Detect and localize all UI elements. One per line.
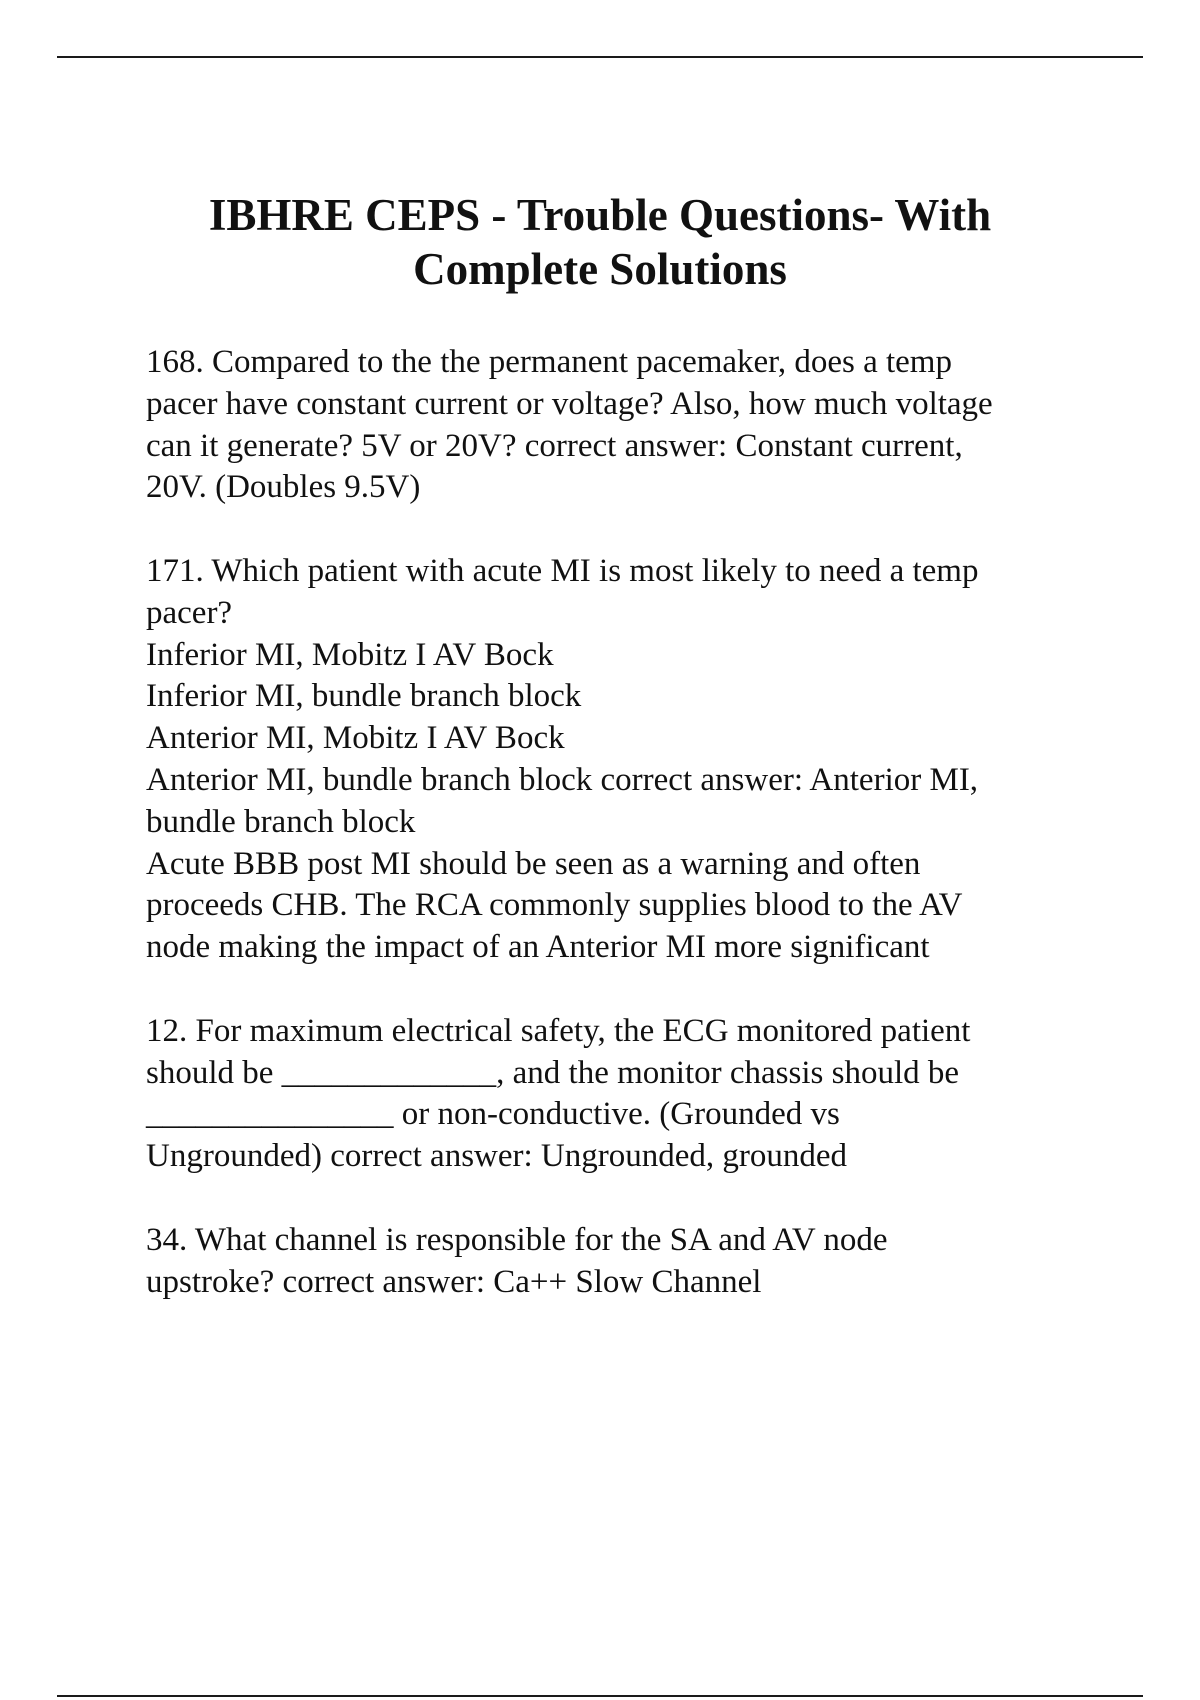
text-line: 20V. (Doubles 9.5V) xyxy=(146,469,421,506)
text-line: upstroke? correct answer: Ca++ Slow Channel xyxy=(146,1263,762,1300)
text-line: _______________ or non-conductive. (Grounded vs xyxy=(146,1096,840,1133)
question-12 xyxy=(146,1011,1146,1178)
text-line: 12. For maximum electrical safety, the ECG monitored patient xyxy=(146,1012,971,1049)
top-rule xyxy=(57,56,1143,58)
question-34 xyxy=(146,1220,1146,1304)
text-line: 34. What channel is responsible for the SA and AV node xyxy=(146,1221,888,1258)
text-line: 171. Which patient with acute MI is most likely to need a temp xyxy=(146,552,979,589)
text-line: node making the impact of an Anterior MI more significant xyxy=(146,929,930,966)
document-title xyxy=(100,188,1100,296)
title-line: IBHRE CEPS - Trouble Questions- With xyxy=(208,190,992,240)
text-line: can it generate? 5V or 20V? correct answer: Constant current, xyxy=(146,427,963,464)
text-line: Anterior MI, bundle branch block correct answer: Anterior MI, xyxy=(146,761,979,798)
bottom-rule xyxy=(57,1695,1143,1697)
text-line: Ungrounded) correct answer: Ungrounded, grounded xyxy=(146,1138,848,1175)
text-line: Inferior MI, bundle branch block xyxy=(146,678,582,715)
text-line: should be _____________, and the monitor chassis should be xyxy=(146,1054,960,1091)
question-171 xyxy=(146,551,1146,969)
text-line: Anterior MI, Mobitz I AV Bock xyxy=(146,720,565,757)
text-line: pacer have constant current or voltage? Also, how much voltage xyxy=(146,385,993,422)
questions-body xyxy=(146,342,1146,1345)
text-line: bundle branch block xyxy=(146,803,416,840)
text-line: Inferior MI, Mobitz I AV Bock xyxy=(146,636,554,673)
title-line: Complete Solutions xyxy=(413,244,787,294)
text-line: Acute BBB post MI should be seen as a warning and often xyxy=(146,845,921,882)
question-168 xyxy=(146,342,1146,509)
text-line: pacer? xyxy=(146,594,233,631)
text-line: proceeds CHB. The RCA commonly supplies blood to the AV xyxy=(146,887,963,924)
text-line: 168. Compared to the the permanent pacemaker, does a temp xyxy=(146,344,952,380)
